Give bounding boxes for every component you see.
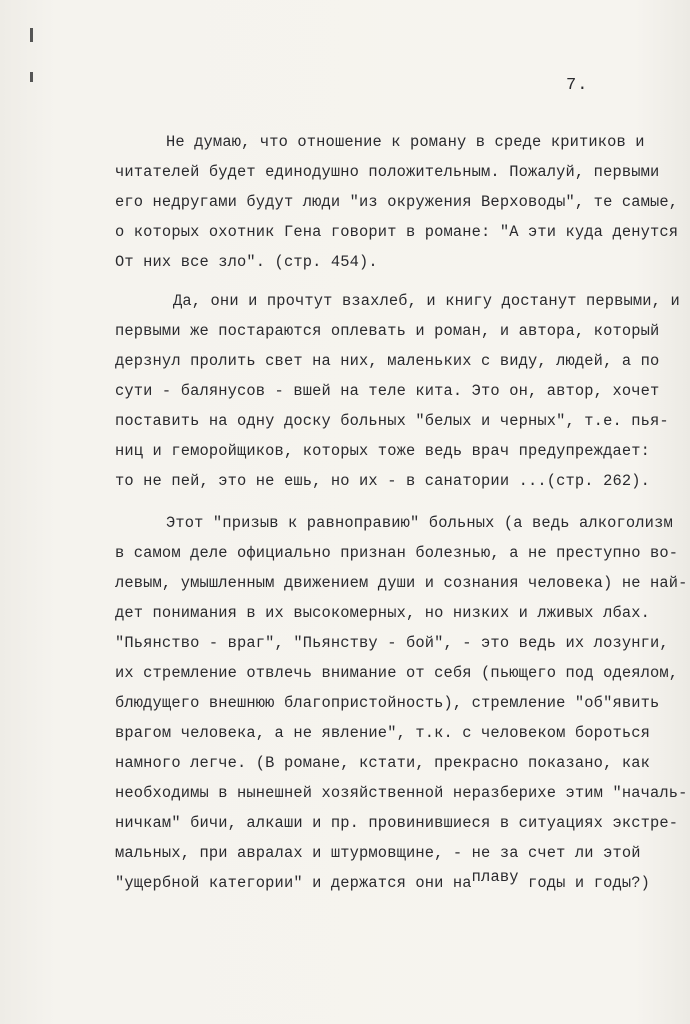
text-line: его недругами будут люди "из окружения Верховоды", те самые, bbox=[115, 193, 679, 211]
margin-mark bbox=[30, 72, 33, 82]
text-line: врагом человека, а не явление", т.к. с человеком бороться bbox=[115, 724, 650, 742]
text-line: От них все зло". (стр. 454). bbox=[115, 253, 378, 271]
page-number: 7. bbox=[566, 76, 589, 95]
text-line: левым, умышленным движением души и сознания человека) не най- bbox=[115, 574, 688, 592]
text-line: Этот "призыв к равноправию" больных (а ведь алкоголизм bbox=[166, 514, 673, 532]
text-line: дет понимания в их высокомерных, но низких и лживых лбах. bbox=[115, 604, 650, 622]
text-line: их стремление отвлечь внимание от себя (пьющего под одеялом, bbox=[115, 664, 679, 682]
text-line: необходимы в нынешней хозяйственной неразберихе этим "началь- bbox=[115, 784, 688, 802]
text-line: первыми же постараются оплевать и роман, и автора, который bbox=[115, 322, 660, 340]
text-line: Не думаю, что отношение к роману в среде критиков и bbox=[166, 133, 645, 151]
text-line: в самом деле официально признан болезнью, а не преступно во- bbox=[115, 544, 679, 562]
text-line-last bbox=[115, 868, 651, 892]
text-line: читателей будет единодушно положительным. Пожалуй, первыми bbox=[115, 163, 660, 181]
text-line: о которых охотник Гена говорит в романе: "А эти куда денутся bbox=[115, 223, 679, 241]
margin-mark bbox=[30, 28, 33, 42]
text-line: Да, они и прочтут взахлеб, и книгу достанут первыми, и bbox=[173, 292, 680, 310]
text-fragment: годы и годы?) bbox=[518, 874, 651, 892]
text-line: блюдущего внешнюю благопристойность), стремление "об"явить bbox=[115, 694, 660, 712]
text-fragment: "ущербной категории" и держатся они на bbox=[115, 874, 472, 892]
text-line: дерзнул пролить свет на них, маленьких с виду, людей, а по bbox=[115, 352, 660, 370]
text-line: сути - балянусов - вшей на теле кита. Это он, автор, хочет bbox=[115, 382, 660, 400]
text-line: ниц и геморойщиков, которых тоже ведь врач предупреждает: bbox=[115, 442, 650, 460]
text-line: то не пей, это не ешь, но их - в санатории ...(стр. 262). bbox=[115, 472, 650, 490]
text-line: поставить на одну доску больных "белых и черных", т.е. пья- bbox=[115, 412, 669, 430]
superscript-insertion: плаву bbox=[471, 868, 519, 886]
text-line: ничкам" бичи, алкаши и пр. провинившиеся в ситуациях экстре- bbox=[115, 814, 679, 832]
text-line: намного легче. (В романе, кстати, прекрасно показано, как bbox=[115, 754, 650, 772]
text-line: мальных, при авралах и штурмовщине, - не за счет ли этой bbox=[115, 844, 641, 862]
text-line: "Пьянство - враг", "Пьянству - бой", - это ведь их лозунги, bbox=[115, 634, 669, 652]
